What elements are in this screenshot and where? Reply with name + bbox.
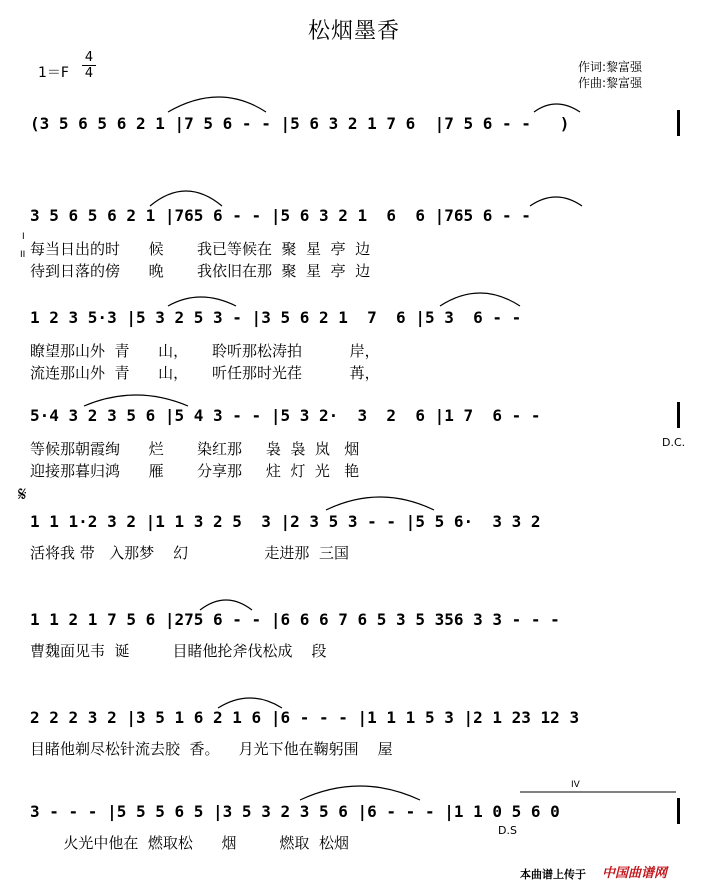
lyric-line-1: 瞭望那山外 青 山， 聆听那松涛拍 岸， [30,342,380,360]
final-barline [677,402,680,428]
page-title: 松烟墨香 [307,19,400,44]
final-barline [677,798,680,824]
verse-marker-1: I [22,232,25,242]
lyric-line-1: 活将我 带 入那梦 幻 走进那 三国 [30,544,349,562]
segno-icon: 𝄋 [18,482,27,506]
note-line: 1 2 3 5·3 |5 3 2 5 3 - |3 5 6 2 1 7 6 |5 3 6 - - [30,308,522,327]
note-line: 2 2 2 3 2 |3 5 1 6 2 1 6 |6 - - - |1 1 1 5 3 |2 1 23 12 3 [30,708,580,727]
lyric-line-2: 待到日落的傍 晚 我依旧在那 聚 星 亭 边 [30,262,371,280]
key-signature: 1＝F [38,65,69,81]
lyric-line-1: 曹魏面见韦 诞 目睹他抡斧伐松成 段 [30,642,327,660]
barline [677,110,680,136]
lyric-line-2: 迎接那暮归鸿 雁 分享那 炷 灯 光 艳 [30,462,360,480]
note-line: 1 1 2 1 7 5 6 |275 6 - - |6 6 6 7 6 5 3 5 356 3 3 - - - [30,610,560,629]
lyric-line-1: 火光中他在 燃取松 烟 燃取 松烟 [30,834,349,852]
lyric-line-1: 每当日出的时 候 我已等候在 聚 星 亭 边 [30,240,371,258]
ds-mark: D.S [498,824,517,837]
lyricist: 作词:黎富强 [578,60,643,74]
site-logo[interactable]: 中国曲谱网 [602,866,668,881]
note-line: 5·4 3 2 3 5 6 |5 4 3 - - |5 3 2· 3 2 6 |1 7 6 - - [30,406,541,425]
meter-denominator: 4 [82,65,96,81]
note-line: 3 5 6 5 6 2 1 |765 6 - - |5 6 3 2 1 6 6 |765 6 - - [30,206,531,225]
composer: 作曲:黎富强 [578,76,643,90]
footer-text: 本曲谱上传于 [520,868,586,881]
lyric-line-1: 等候那朝霞绚 烂 染红那 袅 袅 岚 烟 [30,440,360,458]
note-line: (3 5 6 5 6 2 1 |7 5 6 - - |5 6 3 2 1 7 6 |7 5 6 - - ) [30,114,570,133]
note-line: 3 - - - |5 5 5 6 5 |3 5 3 2 3 5 6 |6 - - - |1 1 0 5 6 0 [30,802,560,821]
verse-marker-2: II [20,250,26,260]
ending-marker: IV [571,780,580,790]
meter-numerator: 4 [84,50,94,65]
lyric-line-1: 目睹他剃尽松针流去胶 香。 月光下他在鞠躬围 屋 [30,740,393,758]
note-line: 1 1 1·2 3 2 |1 1 3 2 5 3 |2 3 5 3 - - |5 5 6· 3 3 2 [30,512,541,531]
dc-mark: D.C. [662,436,686,449]
lyric-line-2: 流连那山外 青 山， 听任那时光荏 苒， [30,364,380,382]
time-signature [82,50,96,81]
